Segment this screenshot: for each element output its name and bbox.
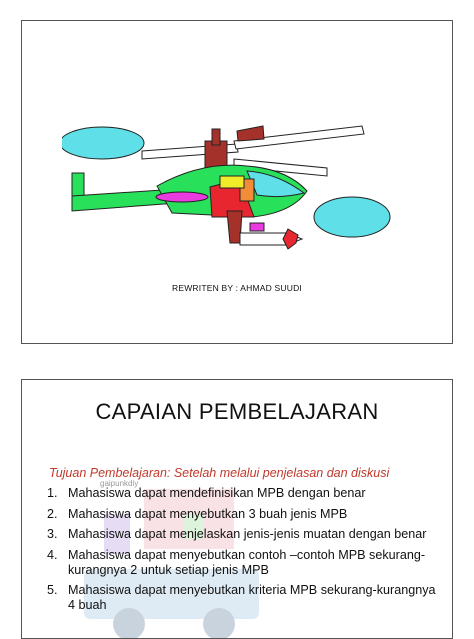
slide-title: CAPAIAN PEMBELAJARAN xyxy=(95,399,379,424)
engine-panel xyxy=(220,176,244,188)
outcomes-slide xyxy=(21,379,453,639)
list-item xyxy=(47,583,444,613)
tail-rotor-disc xyxy=(314,197,390,237)
missile-tip xyxy=(283,229,298,249)
body-stripe xyxy=(156,192,208,202)
item-number: 5. xyxy=(47,583,58,597)
learning-outcomes-list xyxy=(47,486,444,619)
learning-objective-intro: Tujuan Pembelajaran: Setelah melalui penjelasan dan diskusi xyxy=(49,466,390,480)
missile-mount xyxy=(250,223,264,231)
watermark-label: gaipunkdiy xyxy=(100,479,139,488)
rotor-mast-top xyxy=(212,129,220,145)
item-number: 4. xyxy=(47,547,58,562)
rotor-hub-flag xyxy=(237,126,264,141)
item-number: 2. xyxy=(47,506,58,521)
item-number: 1. xyxy=(47,486,58,500)
list-item xyxy=(47,527,444,542)
item-text: Mahasiswa dapat menyebutkan contoh –contoh MPB sekurang-kurangnya 2 untuk setiap jenis MPB xyxy=(68,547,426,577)
item-text: Mahasiswa dapat menyebutkan kriteria MPB sekurang-kurangnya 4 buah xyxy=(68,583,436,612)
list-item xyxy=(47,507,444,522)
item-text: Mahasiswa dapat menjelaskan jenis-jenis muatan dengan benar xyxy=(68,527,427,541)
list-item xyxy=(47,486,444,501)
rotor-blade-left xyxy=(62,127,144,159)
item-text: Mahasiswa dapat menyebutkan 3 buah jenis MPB xyxy=(68,506,348,521)
helicopter-illustration xyxy=(62,121,402,271)
item-number: 3. xyxy=(47,527,58,541)
list-item xyxy=(47,548,444,578)
item-text: Mahasiswa dapat mendefinisikan MPB dengan benar xyxy=(68,486,366,500)
credit-line: REWRITEN BY : AHMAD SUUDI xyxy=(172,283,302,293)
title-slide xyxy=(21,20,453,344)
